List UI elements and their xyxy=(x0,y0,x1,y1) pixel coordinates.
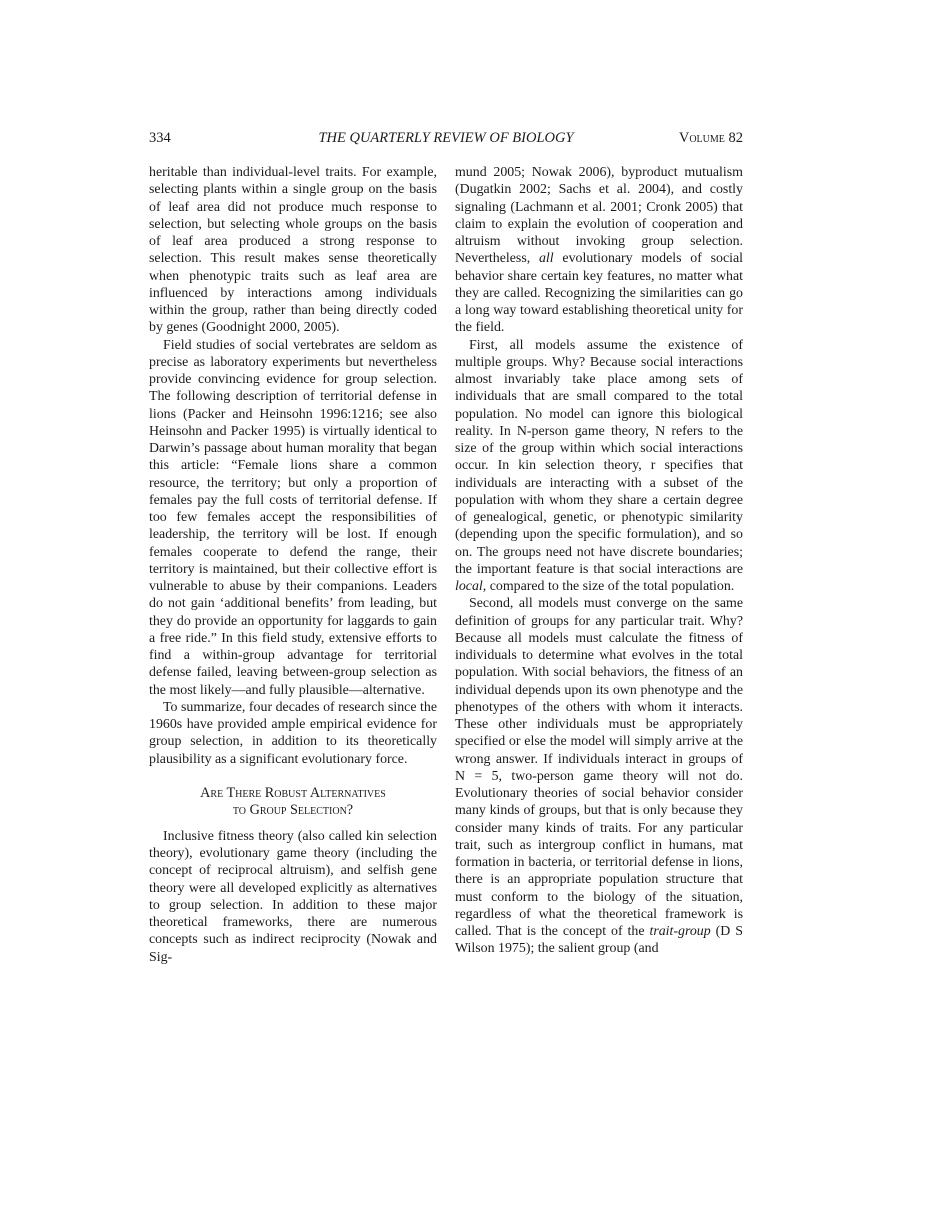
italic-text: local, xyxy=(455,579,487,594)
page-number: 334 xyxy=(149,130,171,146)
volume-label: Volume 82 xyxy=(678,130,743,146)
journal-title: THE QUARTERLY REVIEW OF BIOLOGY xyxy=(318,130,574,146)
text-span: (D S Wilson 1975); the salient group (and xyxy=(455,924,743,957)
section-heading-line2: to Group Selection? xyxy=(232,802,354,819)
section-heading xyxy=(149,785,437,820)
paragraph-summary: To summarize, four decades of research since the 1960s have provided ample empirical evidence for group selection, in addition to its theoretically plausibility as a significant evolutionary force. xyxy=(149,699,437,767)
text-span: First, all models assume the existence of multiple groups. Why? Because social interactions almost invariably take place among sets of individuals that are small compared to the total population. No model can ignore this biological reality. In N-person game theory, N refers to the size of the group within which social interactions occur. In kin selection theory, r specifies that individuals are interacting with a subset of the population with whom they share a certain degree of genealogical, genetic, or phenotypic similarity (depending upon the specific formulation), and so on. The groups need not have discrete boundaries; the important feature is that social interactions are xyxy=(455,337,743,577)
italic-text: trait-group xyxy=(649,924,711,939)
paragraph-first xyxy=(455,337,743,596)
paragraph-field-studies: Field studies of social vertebrates are seldom as precise as laboratory experiments but nevertheless provide convincing evidence for group selection. The following description of territorial defense in lions (Packer and Heinsohn 1996:1216; see also Heinsohn and Packer 1995) is virtually identical to Darwin’s passage about human morality that began this article: “Female lions share a common resource, the territory; but only a proportion of females pay the full costs of territorial defense. If too few females accept the responsibilities of leadership, the territory will be lost. If enough females cooperate to defend the range, their territory is maintained, but their collective effort is vulnerable to abuse by their companions. Leaders do not gain ‘additional benefits’ from leading, but they do provide an opportunity for laggards to gain a free ride.” In this field study, extensive efforts to find a within-group advantage for territorial defense failed, leaving between-group selection as the most likely—and fully plausible—alternative. xyxy=(149,337,437,698)
paragraph-second xyxy=(455,595,743,957)
paragraph-continued-right xyxy=(455,164,743,337)
section-heading-line1: Are There Robust Alternatives xyxy=(200,784,386,801)
text-span: evolutionary models of social behavior share certain key features, no matter what they are called. Recognizing the similarities can go a long way toward establishing theoretical unity for the field. xyxy=(455,251,743,336)
right-column xyxy=(455,164,743,958)
italic-text: all xyxy=(538,251,554,267)
running-header xyxy=(149,130,743,150)
paragraph-inclusive-fitness: Inclusive fitness theory (also called kin selection theory), evolutionary game theory (including the concept of reciprocal altruism), and selfish gene theory were all developed explicitly as alternatives to group selection. In addition to these major theoretical frameworks, there are numerous concepts such as indirect reciprocity (Nowak and Sig- xyxy=(149,828,437,965)
text-span: Second, all models must converge on the same definition of groups for any particular trait. Why? Because all models must calculate the fitness of individuals to determine what evolves in the total population. With social behaviors, the fitness of an individual depends upon its own phenotype and the phenotypes of the others with whom it interacts. These other individuals must be appropriately specified or else the model will simply arrive at the wrong answer. If individuals interact in groups of N = 5, two-person game theory will not do. Evolutionary theories of social behavior consider many kinds of groups, but that is only because they consider many kinds of traits. For any particular trait, such as intergroup conflict in humans, mat formation in bacteria, or territorial defense in lions, there is an appropriate population structure that must conform to the biology of the situation, regardless of what the theoretical framework is called. That is the concept of the xyxy=(455,596,743,939)
paragraph-continued: heritable than individual-level traits. For example, selecting plants within a single group on the basis of leaf area did not produce much response to selection, but selecting whole groups on the basis of leaf area produced a strong response to selection. This result makes sense theoretically when phenotypic traits such as leaf area are influenced by interactions among individuals within the group, rather than being directly coded by genes (Goodnight 2000, 2005). xyxy=(149,165,437,336)
text-span: compared to the size of the total population. xyxy=(486,579,735,594)
text-span: mund 2005; Nowak 2006), byproduct mutualism (Dugatkin 2002; Sachs et al. 2004), and costly signaling (Lachmann et al. 2001; Cronk 2005) that claim to explain the evolution of cooperation and altruism without invoking group selection. Nevertheless, xyxy=(455,165,743,267)
left-column xyxy=(149,164,437,966)
